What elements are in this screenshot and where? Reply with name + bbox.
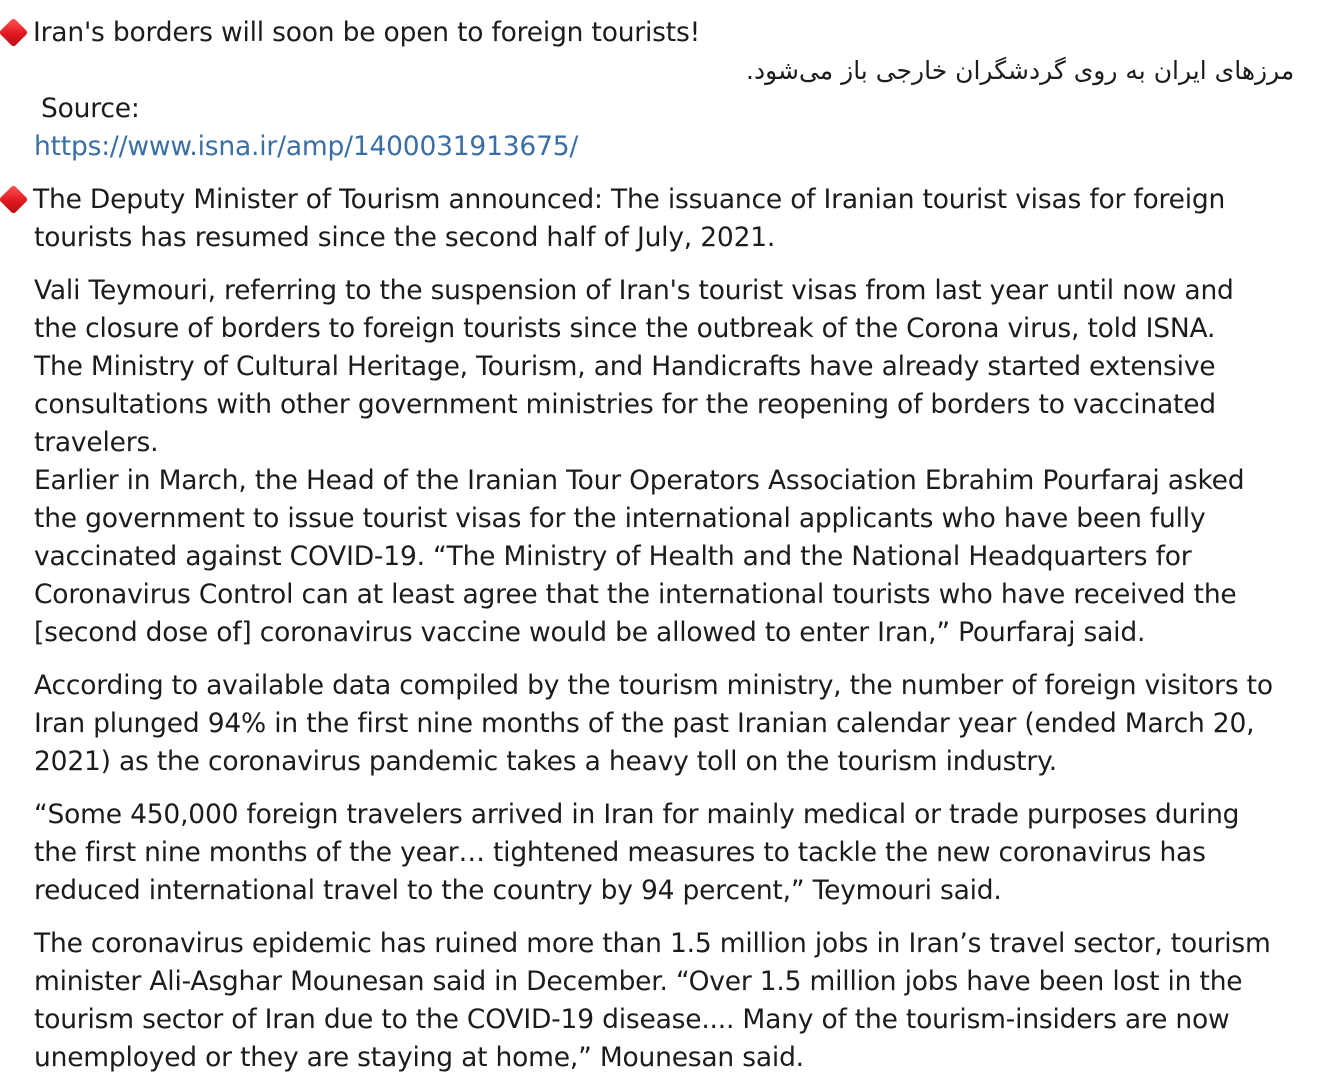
paragraph-line: Coronavirus Control can at least agree that the international tourists who have received the: [34, 579, 1237, 610]
paragraph-line: Iran plunged 94% in the first nine months of the past Iranian calendar year (ended March 20,: [34, 708, 1255, 739]
paragraph-line: The Ministry of Cultural Heritage, Tourism, and Handicrafts have already started extensive: [34, 351, 1216, 382]
paragraph-line: the closure of borders to foreign tourists since the outbreak of the Corona virus, told ISNA.: [34, 313, 1216, 344]
source-link[interactable]: https://www.isna.ir/amp/1400031913675/: [34, 131, 579, 162]
announcement-paragraph: [34, 181, 1317, 257]
headline-text: Iran's borders will soon be open to foreign tourists!: [33, 17, 700, 48]
paragraph-line: the government to issue tourist visas for the international applicants who have been fully: [34, 503, 1206, 534]
paragraph-line: minister Ali-Asghar Mounesan said in December. “Over 1.5 million jobs have been lost in the: [34, 966, 1243, 997]
pourfaraj-paragraph: [34, 462, 1317, 652]
paragraph-line: 2021) as the coronavirus pandemic takes a heavy toll on the tourism industry.: [34, 746, 1057, 777]
teymouri-paragraph: [34, 272, 1317, 462]
source-label: Source:: [41, 93, 140, 124]
paragraph-line: tourism sector of Iran due to the COVID-19 disease.... Many of the tourism-insiders are now: [34, 1004, 1230, 1035]
headline: [0, 14, 1317, 52]
quote-paragraph: [34, 796, 1317, 910]
paragraph-line: reduced international travel to the country by 94 percent,” Teymouri said.: [34, 875, 1002, 906]
paragraph-line: Earlier in March, the Head of the Iranian Tour Operators Association Ebrahim Pourfaraj asked: [34, 465, 1245, 496]
paragraph-line: According to available data compiled by the tourism ministry, the number of foreign visitors to: [34, 670, 1273, 701]
paragraph-line: [second dose of] coronavirus vaccine would be allowed to enter Iran,” Pourfaraj said.: [34, 617, 1146, 648]
paragraph-line: the first nine months of the year… tightened measures to tackle the new coronavirus has: [34, 837, 1206, 868]
paragraph-line: unemployed or they are staying at home,” Mounesan said.: [34, 1042, 804, 1073]
announcement-line: tourists has resumed since the second half of July, 2021.: [34, 222, 776, 253]
paragraph-line: Vali Teymouri, referring to the suspension of Iran's tourist visas from last year until now and: [34, 275, 1234, 306]
red-diamond-icon: [0, 185, 28, 215]
persian-subtitle: مرزهای ایران به روی گردشگران خارجی باز می‌شود.: [746, 56, 1295, 85]
paragraph-line: consultations with other government ministries for the reopening of borders to vaccinated: [34, 389, 1216, 420]
post-body: [34, 14, 1317, 1077]
paragraph-line: travelers.: [34, 427, 159, 458]
paragraph-line: vaccinated against COVID-19. “The Ministry of Health and the National Headquarters for: [34, 541, 1192, 572]
red-diamond-icon: [0, 18, 28, 48]
paragraph-line: The coronavirus epidemic has ruined more than 1.5 million jobs in Iran’s travel sector, tourism: [34, 928, 1271, 959]
paragraph-line: “Some 450,000 foreign travelers arrived in Iran for mainly medical or trade purposes during: [34, 799, 1240, 830]
jobs-paragraph: [34, 925, 1317, 1077]
announcement-line: The Deputy Minister of Tourism announced: The issuance of Iranian tourist visas for foreign: [0, 181, 1317, 219]
data-paragraph: [34, 667, 1317, 781]
